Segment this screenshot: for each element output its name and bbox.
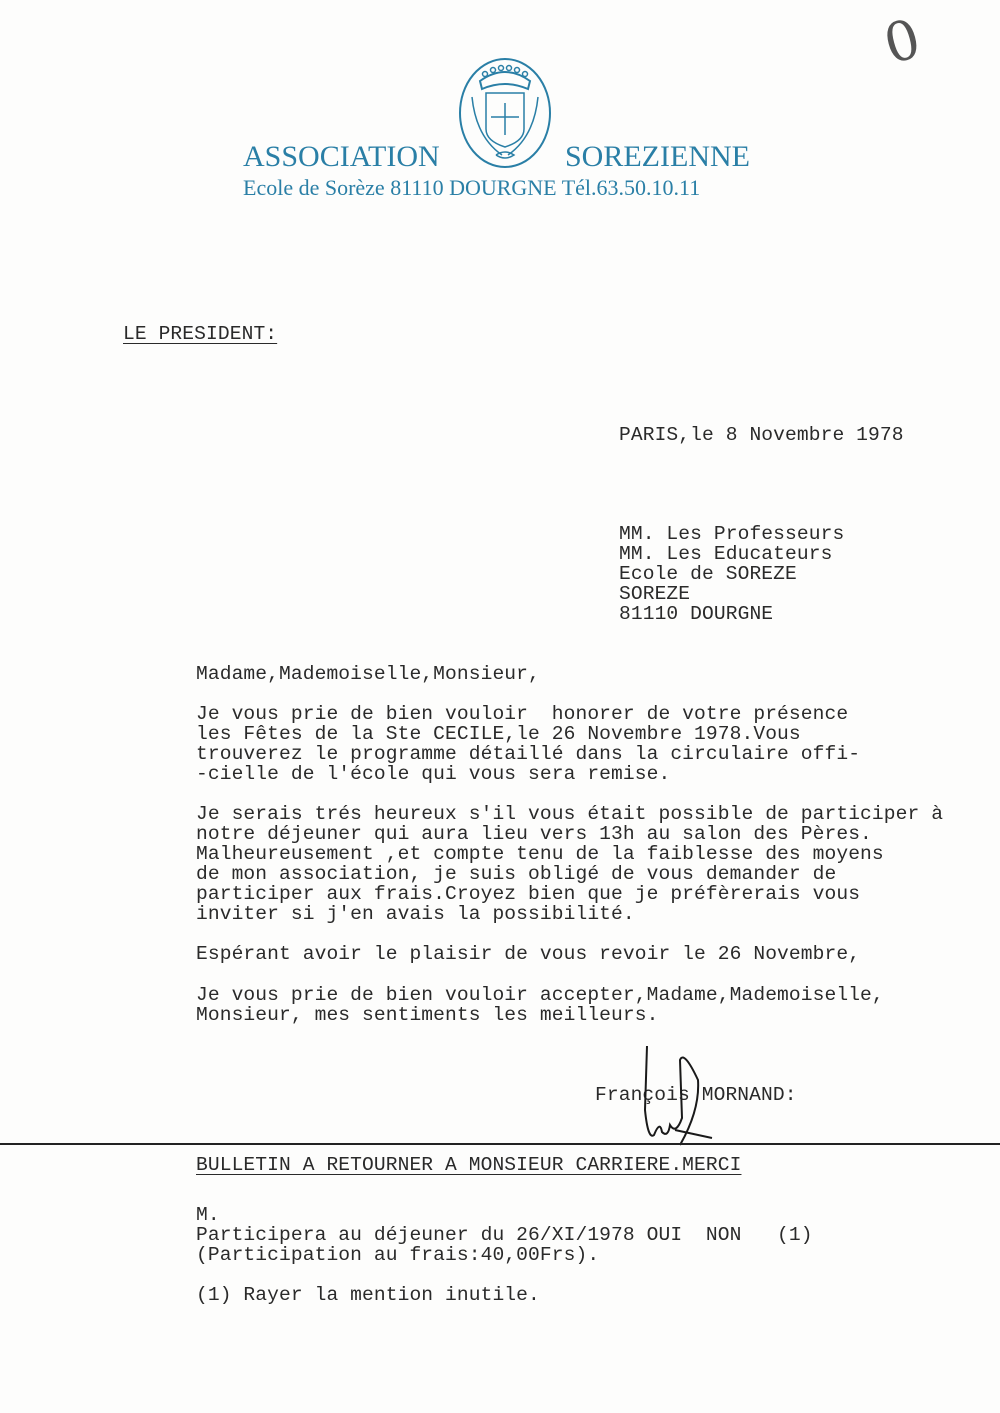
body-line: participer aux frais.Croyez bien que je préfèrerais vous [196,883,861,905]
body-line: Je serais trés heureux s'il vous était possible de participer à [196,803,944,825]
body-line: trouverez le programme détaillé dans la circulaire offi- [196,743,861,765]
association-address: Ecole de Sorèze 81110 DOURGNE Tél.63.50.10.11 [243,175,701,200]
body-line: Je vous prie de bien vouloir honorer de votre présence [196,703,849,725]
tear-off-divider [0,1143,1000,1145]
handwritten-signature [620,1040,720,1150]
body-line: inviter si j'en avais la possibilité. [196,903,635,925]
association-name-left: ASSOCIATION [243,140,440,173]
sender-title: LE PRESIDENT: [123,323,278,345]
body-line: de mon association, je suis obligé de vous demander de [196,863,837,885]
recipient-line: SOREZE [619,583,691,605]
bulletin-title: BULLETIN A RETOURNER A MONSIEUR CARRIERE.MERCI [196,1154,742,1176]
recipient-line: Ecole de SOREZE [619,563,797,585]
recipient-line: 81110 DOURGNE [619,603,774,625]
bulletin-line: (Participation au frais:40,00Frs). [196,1244,600,1266]
signature-name: François MORNAND: [595,1084,797,1106]
association-name-right: SOREZIENNE [565,140,750,173]
salutation: Madame,Mademoiselle,Monsieur, [196,663,540,685]
body-line: Espérant avoir le plaisir de vous revoir le 26 Novembre, [196,943,861,965]
recipient-line: MM. Les Educateurs [619,543,833,565]
date-line: PARIS,le 8 Novembre 1978 [619,424,904,446]
association-crest-logo [458,57,552,169]
bulletin-line: M. [196,1204,220,1226]
recipient-line: MM. Les Professeurs [619,523,845,545]
body-line: -cielle de l'école qui vous sera remise. [196,763,671,785]
bulletin-footnote: (1) Rayer la mention inutile. [196,1284,540,1306]
body-line: Monsieur, mes sentiments les meilleurs. [196,1004,659,1026]
body-line: Je vous prie de bien vouloir accepter,Madame,Mademoiselle, [196,984,884,1006]
body-line: les Fêtes de la Ste CECILE,le 26 Novembre 1978.Vous [196,723,801,745]
bulletin-line: Participera au déjeuner du 26/XI/1978 OUI NON (1) [196,1224,813,1246]
body-line: Malheureusement ,et compte tenu de la faiblesse des moyens [196,843,884,865]
body-line: notre déjeuner qui aura lieu vers 13h au salon des Pères. [196,823,872,845]
handwritten-corner-mark: 0 [877,6,927,77]
